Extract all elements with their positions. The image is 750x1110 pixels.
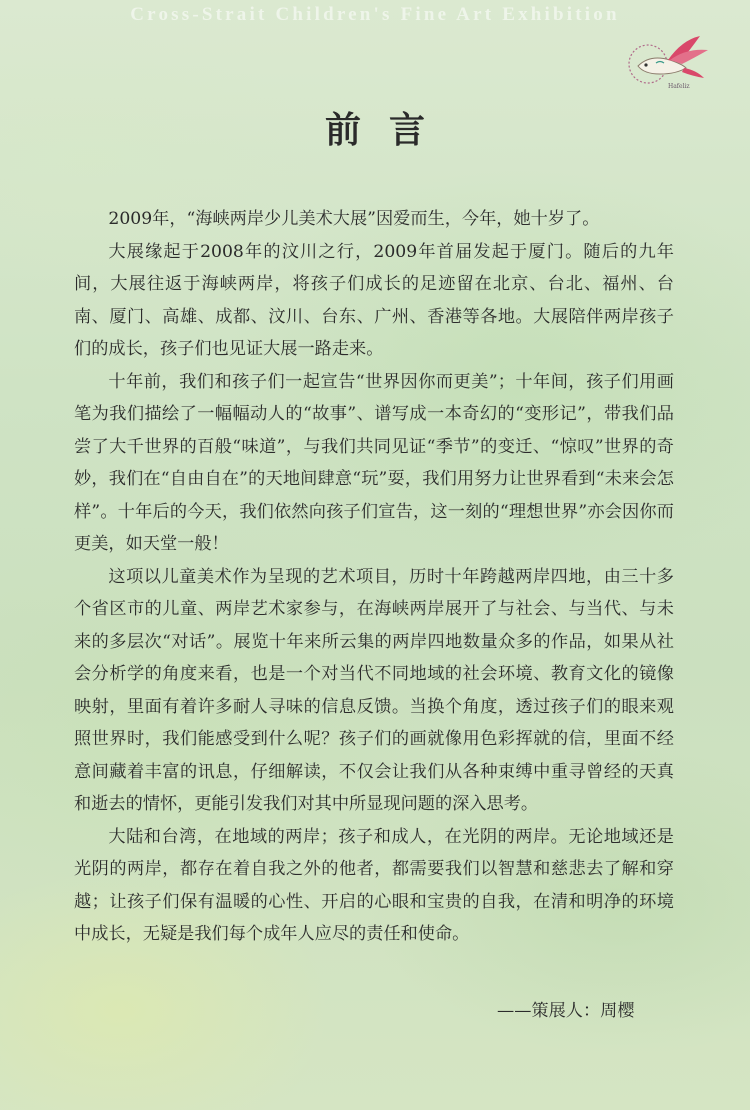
svg-text:Hafeliz: Hafeliz [668, 83, 690, 90]
paragraph-1: 2009年，“海峡两岸少儿美术大展”因爱而生，今年，她十岁了。 [108, 209, 600, 229]
paragraph-4: 这项以儿童美术作为呈现的艺术项目，历时十年跨越两岸四地，由三十多个省区市的儿童、两岸艺术家参与，在海峡两岸展开了与社会、与当代、与未来的多层次“对话”。展览十年来所云集的两岸四地数量众多的作品，如果从社会分析学的角度来看，也是一个对当代不同地域的社会环境、教育文化的镜像映射，里面有着许多耐人寻味的信息反馈。当换个角度，透过孩子们的眼来观照世界时，我们能感受到什么呢？孩子们的画就像用色彩挥就的信，里面不经意间藏着丰富的讯息，仔细解读，不仅会让我们从各种束缚中重寻曾经的天真和逝去的情怀，更能引发我们对其中所显现问题的深入思考。 [74, 566, 674, 814]
fish-logo-icon [620, 30, 710, 92]
page-title: 前言 [324, 109, 453, 151]
preface-body [74, 203, 674, 951]
paragraph-5: 大陆和台湾，在地域的两岸；孩子和成人，在光阴的两岸。无论地域还是光阴的两岸，都存在着自我之外的他者，都需要我们以智慧和慈悲去了解和穿越；让孩子们保有温暖的心性、开启的心眼和宝贵的自我，在清和明净的环境中成长，无疑是我们每个成年人应尽的责任和使命。 [74, 826, 674, 944]
exhibition-banner: Cross-Strait Children's Fine Art Exhibition [130, 4, 620, 25]
paragraph-3: 十年前，我们和孩子们一起宣告“世界因你而更美”；十年间，孩子们用画笔为我们描绘了一幅幅动人的“故事”、谱写成一本奇幻的“变形记”，带我们品尝了大千世界的百般“味道”，与我们共同见证“季节”的变迁、“惊叹”世界的奇妙，我们在“自由自在”的天地间肆意“玩”耍，我们用努力让世界看到“未来会怎样”。十年后的今天，我们依然向孩子们宣告，这一刻的“理想世界”亦会因你而更美，如天堂一般！ [74, 371, 674, 554]
curator-signature: ——策展人：周樱 [497, 1001, 635, 1021]
paragraph-2: 大展缘起于2008年的汶川之行，2009年首届发起于厦门。随后的九年间，大展往返于海峡两岸，将孩子们成长的足迹留在北京、台北、福州、台南、厦门、高雄、成都、汶川、台东、广州、香港等各地。大展陪伴两岸孩子们的成长，孩子们也见证大展一路走来。 [74, 241, 674, 359]
